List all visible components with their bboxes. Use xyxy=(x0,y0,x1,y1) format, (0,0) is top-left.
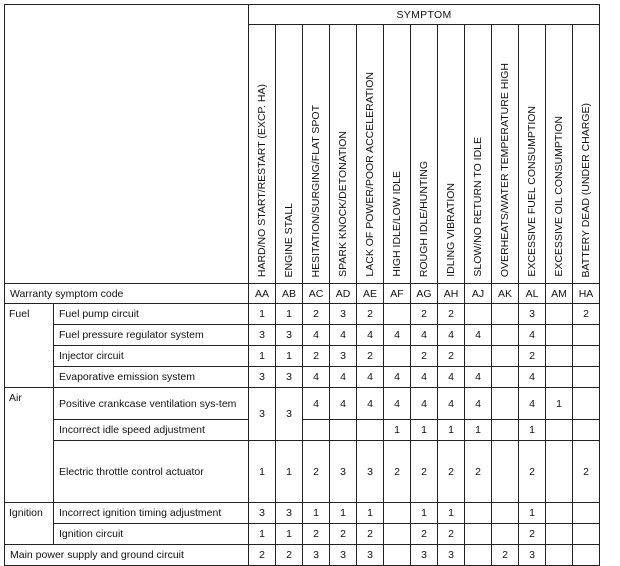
warranty-code-row xyxy=(5,284,600,304)
table-cell xyxy=(384,304,411,325)
table-cell: 1 xyxy=(249,346,276,367)
table-cell: 3 xyxy=(519,304,546,325)
table-cell: 3 xyxy=(276,388,303,441)
table-cell: 2 xyxy=(384,441,411,503)
category-ignition: Ignition xyxy=(5,503,54,545)
table-cell xyxy=(465,304,492,325)
table-cell: 3 xyxy=(411,545,438,566)
table-cell: 3 xyxy=(330,441,357,503)
table-cell xyxy=(546,545,573,566)
symptom-name-am: EXCESSIVE OIL CONSUMPTION xyxy=(553,116,565,277)
table-cell xyxy=(492,325,519,346)
warranty-code-label: Warranty symptom code xyxy=(5,284,249,304)
table-cell: 3 xyxy=(249,503,276,524)
symptom-name-af: HIGH IDLE/LOW IDLE xyxy=(391,171,403,277)
category-fuel: Fuel xyxy=(5,304,54,388)
table-cell: 1 xyxy=(411,503,438,524)
table-row xyxy=(5,346,600,367)
symptom-name-ab: ENGINE STALL xyxy=(283,202,295,277)
table-cell: 2 xyxy=(303,441,330,503)
table-cell xyxy=(546,503,573,524)
symptom-code: AK xyxy=(492,284,519,304)
table-cell: 4 xyxy=(303,367,330,388)
table-cell: 2 xyxy=(411,524,438,545)
table-cell: 4 xyxy=(465,325,492,346)
table-cell xyxy=(492,346,519,367)
table-cell: 1 xyxy=(249,441,276,503)
table-cell: 4 xyxy=(330,367,357,388)
table-cell: 4 xyxy=(411,367,438,388)
table-cell xyxy=(573,420,600,441)
table-cell: 1 xyxy=(438,420,465,441)
table-cell xyxy=(303,420,330,441)
table-cell xyxy=(546,346,573,367)
table-cell: 1 xyxy=(519,503,546,524)
symptom-code: AA xyxy=(249,284,276,304)
symptom-code: AF xyxy=(384,284,411,304)
table-cell: 1 xyxy=(384,420,411,441)
table-cell: 4 xyxy=(330,388,357,420)
table-cell xyxy=(357,420,384,441)
table-cell: 1 xyxy=(276,441,303,503)
table-cell xyxy=(384,524,411,545)
table-cell: 2 xyxy=(519,524,546,545)
table-cell xyxy=(492,388,519,420)
table-cell xyxy=(492,503,519,524)
table-cell: 2 xyxy=(519,441,546,503)
table-cell: 2 xyxy=(357,304,384,325)
table-cell xyxy=(573,388,600,420)
symptom-name-ae: LACK OF POWER/POOR ACCELERATION xyxy=(364,72,376,277)
table-cell xyxy=(465,346,492,367)
table-cell: 3 xyxy=(249,367,276,388)
table-cell: 4 xyxy=(465,388,492,420)
table-cell xyxy=(573,545,600,566)
table-cell xyxy=(492,420,519,441)
symptom-name-ah: IDLING VIBRATION xyxy=(445,183,457,277)
symptom-code: HA xyxy=(573,284,600,304)
table-cell xyxy=(465,545,492,566)
table-cell: 1 xyxy=(249,304,276,325)
table-cell: 3 xyxy=(276,503,303,524)
system-name: Incorrect idle speed adjustment xyxy=(54,420,249,441)
table-cell xyxy=(546,441,573,503)
system-name: Positive crankcase ventilation sys-tem xyxy=(54,388,249,420)
symptom-name-ak: OVERHEATS/WATER TEMPERATURE HIGH xyxy=(499,62,511,277)
table-cell: 2 xyxy=(519,346,546,367)
system-name: Fuel pressure regulator system xyxy=(54,325,249,346)
table-cell: 4 xyxy=(438,388,465,420)
table-cell xyxy=(492,367,519,388)
symptom-matrix-table xyxy=(4,4,600,566)
table-cell: 1 xyxy=(357,503,384,524)
table-cell xyxy=(492,524,519,545)
system-name: Fuel pump circuit xyxy=(54,304,249,325)
table-cell: 2 xyxy=(411,346,438,367)
category-air: Air xyxy=(5,388,54,503)
table-cell xyxy=(384,545,411,566)
table-row xyxy=(5,441,600,503)
table-cell: 2 xyxy=(357,346,384,367)
table-cell: 3 xyxy=(249,388,276,441)
table-cell: 1 xyxy=(330,503,357,524)
table-cell: 2 xyxy=(303,304,330,325)
system-name: Ignition circuit xyxy=(54,524,249,545)
symptom-code: AE xyxy=(357,284,384,304)
table-cell xyxy=(546,304,573,325)
table-cell xyxy=(573,503,600,524)
table-cell: 3 xyxy=(519,545,546,566)
table-cell: 3 xyxy=(330,346,357,367)
table-cell: 1 xyxy=(438,503,465,524)
table-cell: 4 xyxy=(303,325,330,346)
table-cell xyxy=(384,346,411,367)
symptom-name-ad: SPARK KNOCK/DETONATION xyxy=(337,131,349,277)
table-cell: 3 xyxy=(357,545,384,566)
table-cell: 4 xyxy=(411,388,438,420)
table-cell: 1 xyxy=(276,524,303,545)
table-cell: 3 xyxy=(276,325,303,346)
symptom-code: AH xyxy=(438,284,465,304)
table-cell: 3 xyxy=(276,367,303,388)
system-name: Incorrect ignition timing adjustment xyxy=(54,503,249,524)
table-row xyxy=(5,367,600,388)
system-name: Main power supply and ground circuit xyxy=(5,545,249,566)
table-cell: 2 xyxy=(330,524,357,545)
table-cell: 3 xyxy=(438,545,465,566)
table-cell: 4 xyxy=(357,388,384,420)
system-name: Electric throttle control actuator xyxy=(54,441,249,503)
table-row xyxy=(5,325,600,346)
table-cell: 2 xyxy=(438,441,465,503)
system-name: Injector circuit xyxy=(54,346,249,367)
symptom-name-ac: HESITATION/SURGING/FLAT SPOT xyxy=(310,104,322,277)
table-cell: 2 xyxy=(438,346,465,367)
table-cell: 3 xyxy=(249,325,276,346)
table-cell xyxy=(330,420,357,441)
header-blank-cell xyxy=(5,5,249,284)
table-cell xyxy=(546,524,573,545)
table-cell: 2 xyxy=(276,545,303,566)
table-cell: 4 xyxy=(384,367,411,388)
table-cell xyxy=(546,325,573,346)
table-cell: 2 xyxy=(573,304,600,325)
table-cell xyxy=(573,346,600,367)
table-cell: 4 xyxy=(303,388,330,420)
symptom-code: AB xyxy=(276,284,303,304)
table-cell: 4 xyxy=(519,367,546,388)
table-cell: 4 xyxy=(384,388,411,420)
table-cell: 4 xyxy=(357,367,384,388)
symptom-name-ha: BATTERY DEAD (UNDER CHARGE) xyxy=(580,102,592,277)
table-cell: 2 xyxy=(573,441,600,503)
table-cell xyxy=(573,524,600,545)
table-cell: 2 xyxy=(411,304,438,325)
table-cell: 1 xyxy=(546,388,573,420)
table-cell: 2 xyxy=(357,524,384,545)
table-row xyxy=(5,420,600,441)
table-cell xyxy=(465,503,492,524)
table-cell xyxy=(492,441,519,503)
symptom-code: AD xyxy=(330,284,357,304)
table-cell xyxy=(465,524,492,545)
table-cell: 4 xyxy=(438,367,465,388)
table-cell xyxy=(546,367,573,388)
symptom-code: AC xyxy=(303,284,330,304)
table-row xyxy=(5,524,600,545)
symptom-name-ag: ROUGH IDLE/HUNTING xyxy=(418,160,430,277)
symptom-name-aj: SLOW/NO RETURN TO IDLE xyxy=(472,137,484,277)
table-row xyxy=(5,388,600,420)
table-cell: 2 xyxy=(303,524,330,545)
table-cell xyxy=(546,420,573,441)
table-cell: 2 xyxy=(411,441,438,503)
table-cell: 2 xyxy=(438,304,465,325)
table-cell: 4 xyxy=(438,325,465,346)
table-cell: 3 xyxy=(357,441,384,503)
table-cell: 1 xyxy=(249,524,276,545)
table-row xyxy=(5,503,600,524)
table-cell: 2 xyxy=(303,346,330,367)
table-cell: 1 xyxy=(276,346,303,367)
table-row xyxy=(5,304,600,325)
table-row xyxy=(5,545,600,566)
symptom-code: AJ xyxy=(465,284,492,304)
table-cell: 4 xyxy=(519,388,546,420)
symptom-code: AG xyxy=(411,284,438,304)
table-cell: 3 xyxy=(330,304,357,325)
table-cell: 2 xyxy=(492,545,519,566)
table-cell xyxy=(573,367,600,388)
table-cell: 1 xyxy=(519,420,546,441)
table-cell: 2 xyxy=(249,545,276,566)
table-cell: 4 xyxy=(411,325,438,346)
table-cell xyxy=(384,503,411,524)
table-cell: 4 xyxy=(357,325,384,346)
table-cell: 4 xyxy=(330,325,357,346)
symptom-code: AM xyxy=(546,284,573,304)
table-cell: 1 xyxy=(303,503,330,524)
table-cell: 3 xyxy=(303,545,330,566)
symptom-title: SYMPTOM xyxy=(249,5,600,25)
symptom-name-al: EXCESSIVE FUEL CONSUMPTION xyxy=(526,106,538,277)
table-cell: 3 xyxy=(330,545,357,566)
symptom-code: AL xyxy=(519,284,546,304)
table-cell: 4 xyxy=(384,325,411,346)
table-cell: 2 xyxy=(465,441,492,503)
table-cell: 2 xyxy=(438,524,465,545)
table-cell: 4 xyxy=(465,367,492,388)
table-cell: 1 xyxy=(411,420,438,441)
symptom-name-aa: HARD/NO START/RESTART (EXCP. HA) xyxy=(256,83,268,277)
system-name: Evaporative emission system xyxy=(54,367,249,388)
table-cell: 4 xyxy=(519,325,546,346)
table-cell xyxy=(492,304,519,325)
table-cell: 1 xyxy=(276,304,303,325)
table-cell: 1 xyxy=(465,420,492,441)
table-cell xyxy=(573,325,600,346)
